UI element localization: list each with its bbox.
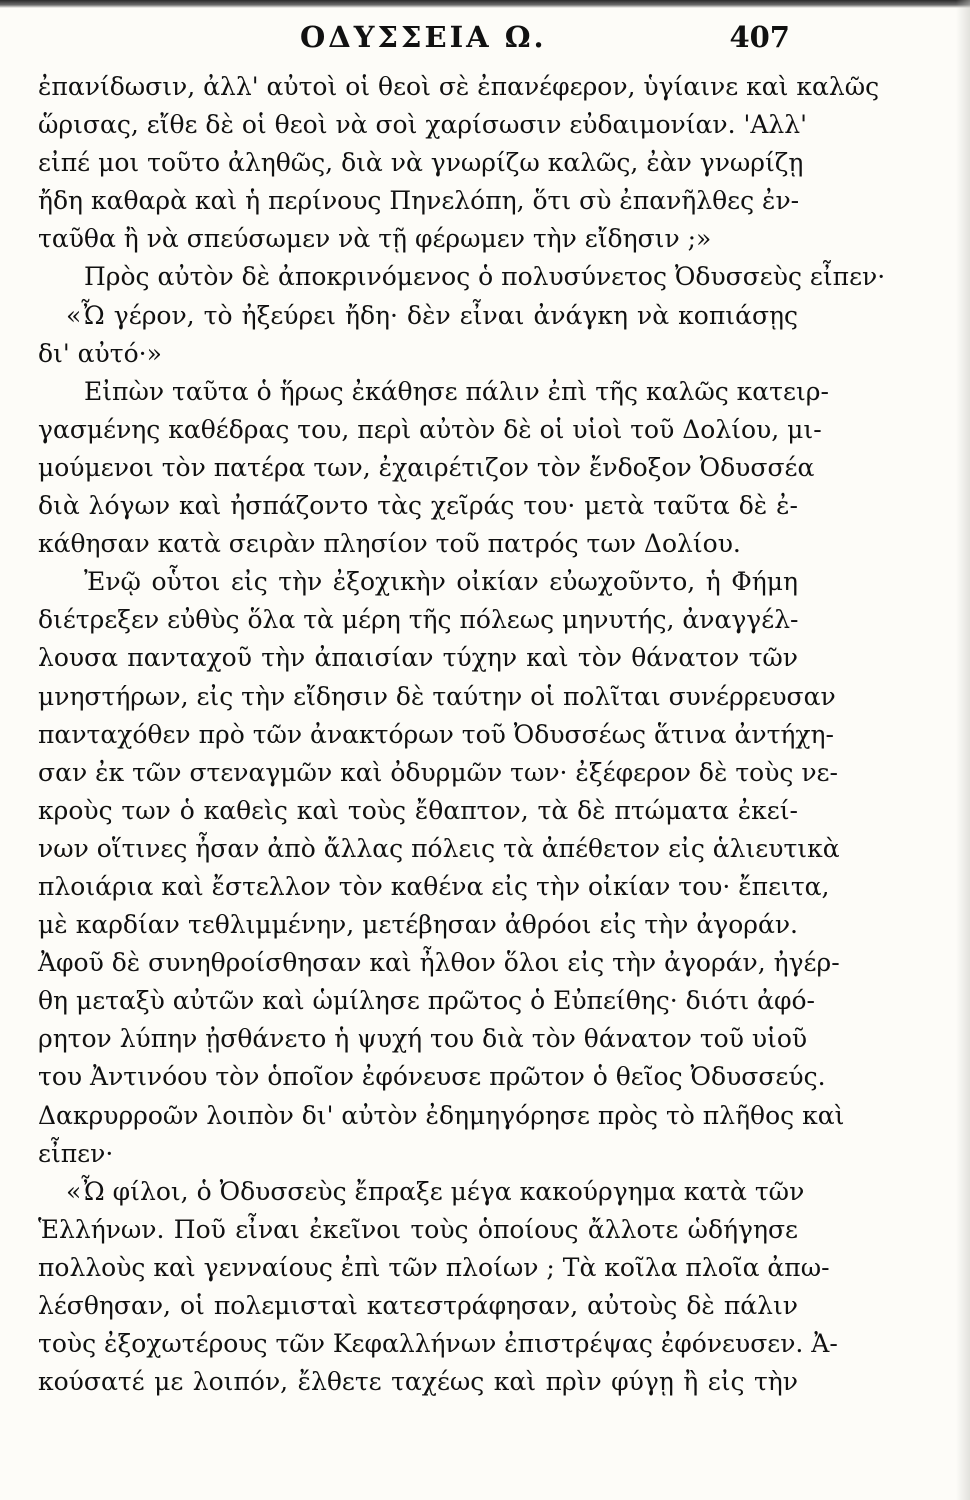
text-line: εἶπεν· — [38, 1138, 114, 1168]
text-line: του Ἀντινόου τὸν ὁποῖον ἐφόνευσε πρῶτον ὁ θεῖος Ὀδυσσεύς. — [38, 1062, 826, 1092]
text-line: κροὺς των ὁ καθεὶς καὶ τοὺς ἔθαπτον, τὰ δὲ πτώματα ἐκεί- — [38, 795, 798, 825]
text-line: νων οἵτινες ἦσαν ἀπὸ ἄλλας πόλεις τὰ ἀπέθετον εἰς ἁλιευτικὰ — [38, 833, 840, 863]
text-line: δι' αὐτό·» — [38, 338, 162, 368]
text-line: τοὺς ἐξοχωτέρους τῶν Κεφαλλήνων ἐπιστρέψας ἐφόνευσεν. Ἀ- — [38, 1329, 838, 1359]
text-line: πολλοὺς καὶ γενναίους ἐπὶ τῶν πλοίων ; Τὰ κοῖλα πλοῖα ἀπω- — [38, 1252, 830, 1282]
paragraph-start-line: Πρὸς αὐτὸν δὲ ἀποκρινόμενος ὁ πολυσύνετος Ὀδυσσεὺς εἶπεν· — [84, 262, 886, 292]
text-line: γασμένης καθέδρας του, περὶ αὐτὸν δὲ οἱ υἱοὶ τοῦ Δολίου, μι- — [38, 414, 822, 444]
page-body — [38, 68, 886, 1401]
text-line: μνηστήρων, εἰς τὴν εἴδησιν δὲ ταύτην οἱ πολῖται συνέρρευσαν — [38, 681, 836, 711]
page-right-shadow — [956, 0, 970, 1500]
text-line: κάθησαν κατὰ σειρὰν πλησίον τοῦ πατρός των Δολίου. — [38, 529, 741, 559]
text-line: Δακρυρροῶν λοιπὸν δι' αὐτὸν ἐδημηγόρησε πρὸς τὸ πλῆθος καὶ — [38, 1100, 845, 1130]
page-header — [300, 20, 790, 56]
text-line: διέτρεξεν εὐθὺς ὅλα τὰ μέρη τῆς πόλεως μηνυτής, ἀναγγέλ- — [38, 605, 799, 635]
text-line: Ἀφοῦ δὲ συνηθροίσθησαν καὶ ἦλθον ὅλοι εἰς τὴν ἀγοράν, ἠγέρ- — [38, 948, 840, 978]
text-line: σαν ἐκ τῶν στεναγμῶν καὶ ὀδυρμῶν των· ἐξέφερον δὲ τοὺς νε- — [38, 757, 838, 787]
text-line: ἐπανίδωσιν, ἀλλ' αὐτοὶ οἱ θεοὶ σὲ ἐπανέφερον, ὑγίαινε καὶ καλῶς — [38, 72, 880, 101]
running-title: ΟΔΥΣΣΕΙΑ Ω. — [300, 20, 547, 54]
text-line: μὲ καρδίαν τεθλιμμένην, μετέβησαν ἀθρόοι εἰς τὴν ἀγοράν. — [38, 910, 798, 940]
text-line: Ἑλλήνων. Ποῦ εἶναι ἐκεῖνοι τοὺς ὁποίους ἄλλοτε ὡδήγησε — [38, 1214, 798, 1244]
text-line: μούμενοι τὸν πατέρα των, ἐχαιρέτιζον τὸν ἔνδοξον Ὀδυσσέα — [38, 452, 815, 482]
quote-start-line: «Ὦ γέρον, τὸ ἠξεύρει ἤδη· δὲν εἶναι ἀνάγκη νὰ κοπιάσῃς — [66, 300, 798, 330]
page-top-edge — [0, 0, 970, 8]
text-line: ὥρισας, εἴθε δὲ οἱ θεοὶ νὰ σοὶ χαρίσωσιν εὐδαιμονίαν. 'Αλλ' — [38, 110, 807, 140]
paragraph-start-line: Ἐνῷ οὗτοι εἰς τὴν ἐξοχικὴν οἰκίαν εὐωχοῦντο, ἡ Φήμη — [84, 567, 798, 597]
text-line: πανταχόθεν πρὸ τῶν ἀνακτόρων τοῦ Ὀδυσσέως ἅτινα ἀντήχη- — [38, 719, 834, 749]
text-line: ταῦθα ἢ νὰ σπεύσωμεν νὰ τῇ φέρωμεν τὴν εἴδησιν ;» — [38, 224, 712, 254]
paragraph-start-line: Εἰπὼν ταῦτα ὁ ἥρως ἐκάθησε πάλιν ἐπὶ τῆς καλῶς κατειρ- — [84, 376, 829, 406]
text-line: πλοιάρια καὶ ἔστελλον τὸν καθένα εἰς τὴν οἰκίαν του· ἔπειτα, — [38, 871, 830, 901]
text-line: εἰπέ μοι τοῦτο ἀληθῶς, διὰ νὰ γνωρίζω καλῶς, ἐὰν γνωρίζῃ — [38, 148, 804, 178]
text-line: κούσατέ με λοιπόν, ἔλθετε ταχέως καὶ πρὶν φύγῃ ἢ εἰς τὴν — [38, 1367, 798, 1397]
text-line: θη μεταξὺ αὐτῶν καὶ ὡμίλησε πρῶτος ὁ Εὐπείθης· διότι ἀφό- — [38, 986, 815, 1016]
text-line: λουσα πανταχοῦ τὴν ἀπαισίαν τύχην καὶ τὸν θάνατον τῶν — [38, 643, 798, 673]
page-number: 407 — [729, 20, 790, 54]
text-line: διὰ λόγων καὶ ἠσπάζοντο τὰς χεῖράς του· μετὰ ταῦτα δὲ ἐ- — [38, 491, 798, 521]
text-line: ἤδη καθαρὰ καὶ ἡ περίνους Πηνελόπη, ὅτι σὺ ἐπανῆλθες ἐν- — [38, 186, 800, 216]
text-line: ρητον λύπην ᾐσθάνετο ἡ ψυχή του διὰ τὸν θάνατον τοῦ υἱοῦ — [38, 1024, 808, 1054]
quote-start-line: «Ὦ φίλοι, ὁ Ὀδυσσεὺς ἔπραξε μέγα κακούργημα κατὰ τῶν — [66, 1176, 805, 1206]
text-line: λέσθησαν, οἱ πολεμισταὶ κατεστράφησαν, αὐτοὺς δὲ πάλιν — [38, 1291, 798, 1320]
